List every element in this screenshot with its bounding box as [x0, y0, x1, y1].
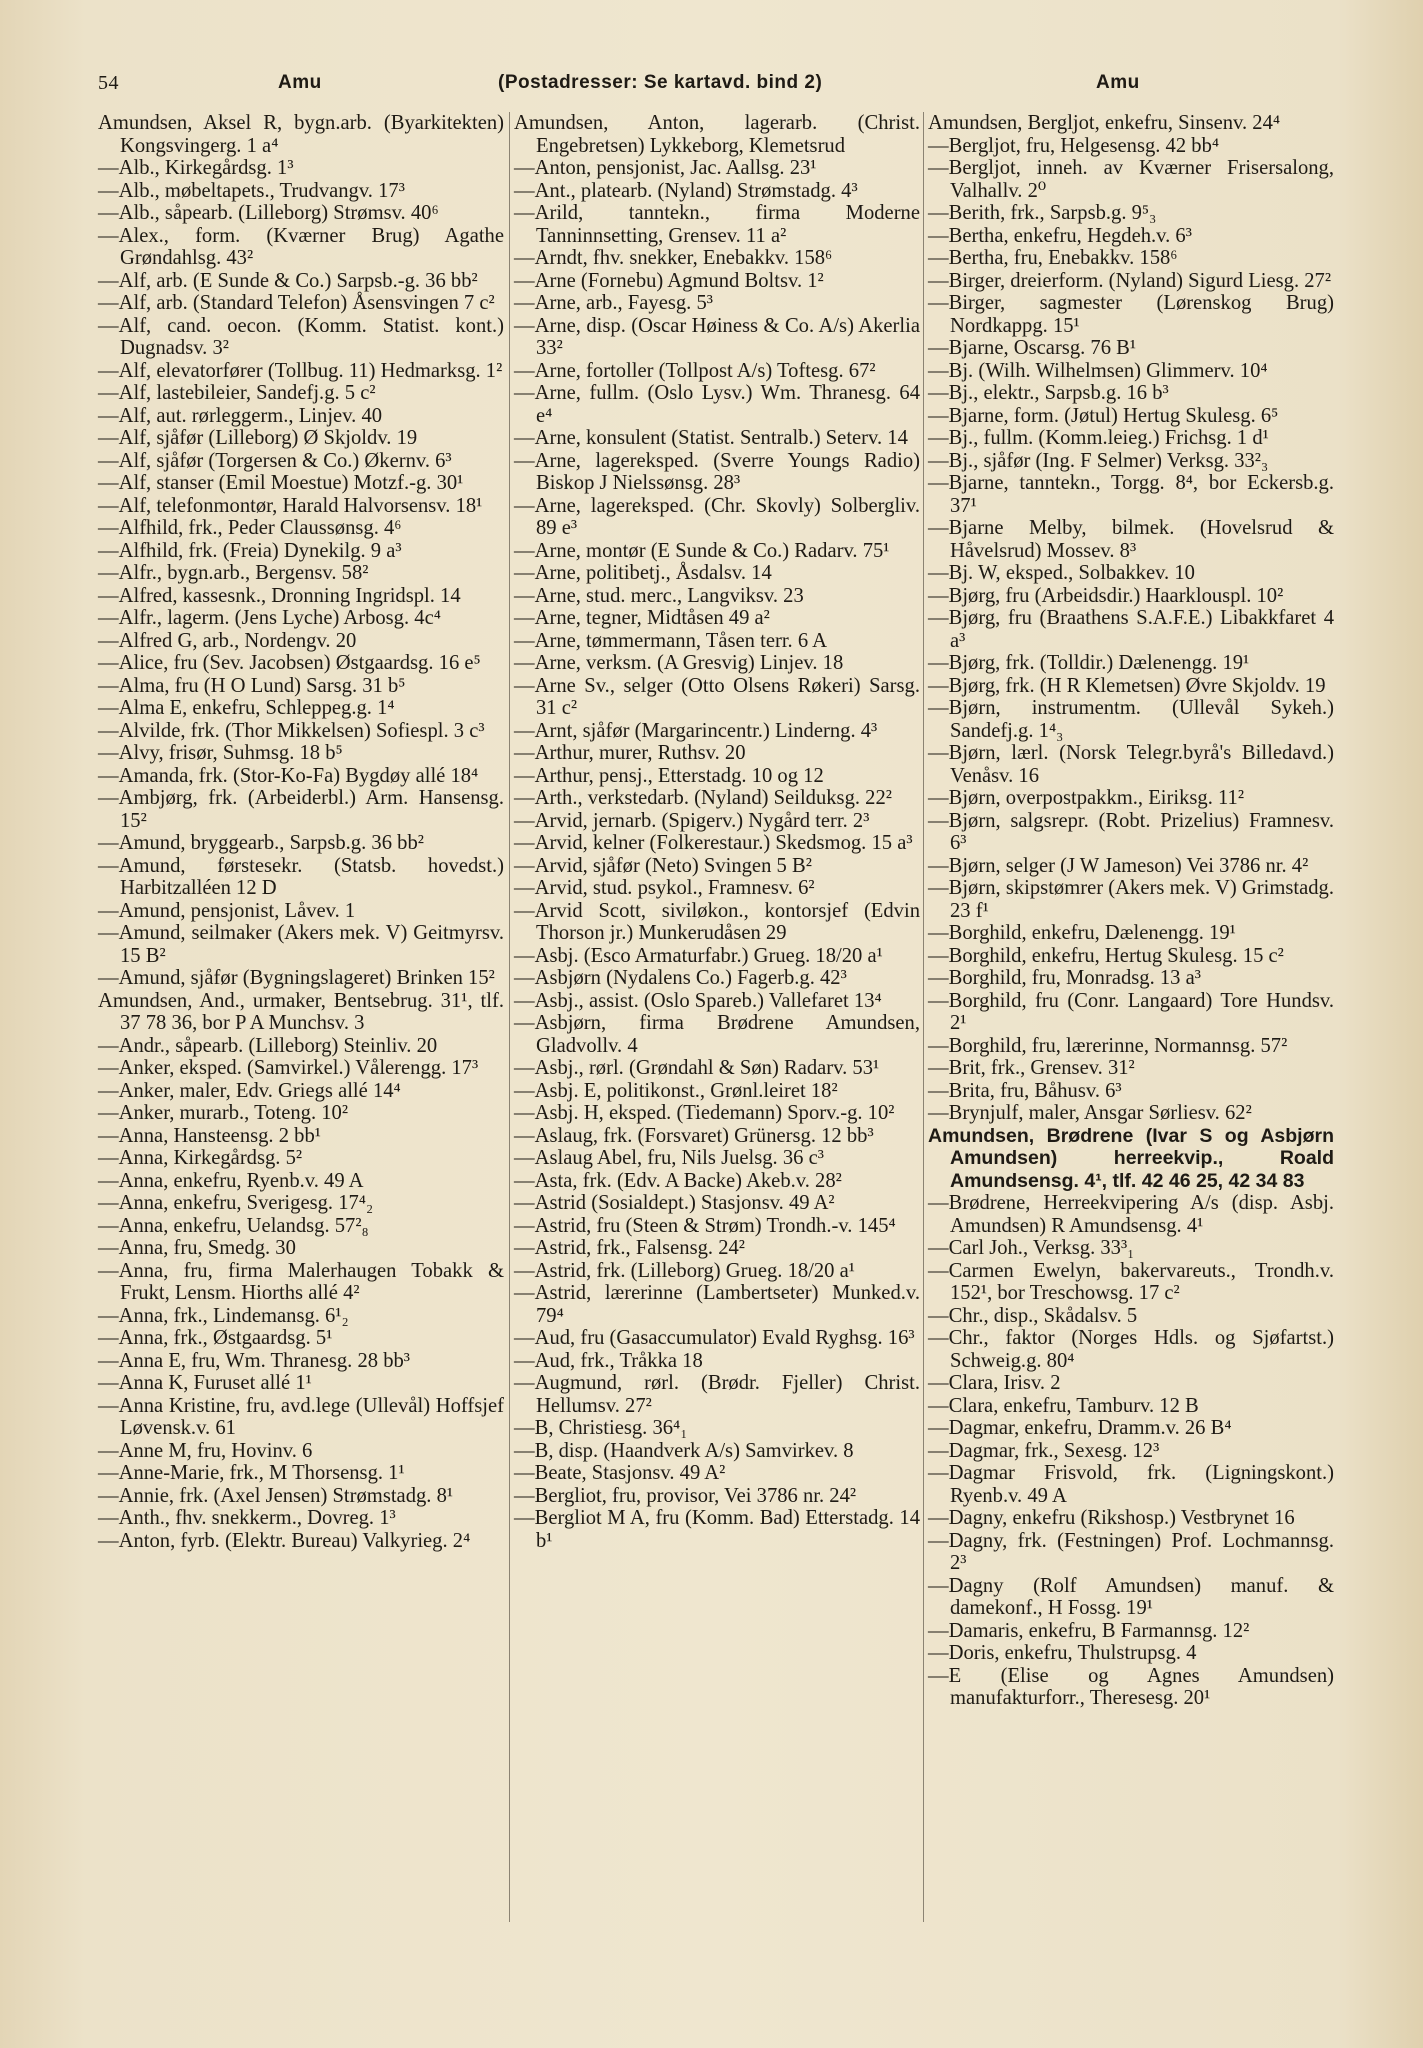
directory-entry: —Arne, montør (E Sunde & Co.) Radarv. 75¹ — [514, 539, 890, 562]
directory-entry: —Asta, frk. (Edv. A Backe) Akeb.v. 28² — [514, 1169, 842, 1192]
directory-entry: —Alf, lastebileier, Sandefj.g. 5 c² — [98, 382, 376, 404]
directory-entry: Amundsen, Aksel R, bygn.arb. (Byarkitekten) Kongsvingerg. 1 a⁴ — [98, 112, 504, 157]
directory-entry: —Arthur, pensj., Etterstadg. 10 og 12 — [514, 764, 824, 787]
directory-entry: —Bj. W, eksped., Solbakkev. 10 — [928, 562, 1195, 584]
directory-entry: —Bj. (Wilh. Wilhelmsen) Glimmerv. 10⁴ — [928, 359, 1268, 382]
directory-entry: —Alf, stanser (Emil Moestue) Motzf.-g. 30¹ — [98, 472, 464, 494]
directory-entry: —Alfr., lagerm. (Jens Lyche) Arbosg. 4c⁴ — [98, 607, 441, 629]
directory-entry: —Dagmar, enkefru, Dramm.v. 26 B⁴ — [928, 1417, 1232, 1439]
directory-entry: —Bj., fullm. (Komm.leieg.) Frichsg. 1 d¹ — [928, 427, 1269, 449]
directory-entry: —Anne M, fru, Hovinv. 6 — [98, 1439, 313, 1462]
directory-entry: —Astrid, lærerinne (Lambertseter) Munked.v. 79⁴ — [514, 1282, 920, 1327]
directory-entry: —Borghild, fru, Monradsg. 13 a³ — [928, 967, 1201, 989]
directory-entry: —Alfred, kassesnk., Dronning Ingridspl. 14 — [98, 584, 461, 607]
directory-entry: —Astrid, fru (Steen & Strøm) Trondh.-v. 145⁴ — [514, 1214, 896, 1237]
directory-entry: —Arne, arb., Fayesg. 5³ — [514, 292, 713, 314]
directory-entry: —Asbj. (Esco Armaturfabr.) Grueg. 18/20 a¹ — [514, 944, 883, 967]
directory-entry: —Arndt, fhv. snekker, Enebakkv. 158⁶ — [514, 247, 833, 269]
directory-entry: —Arne, fullm. (Oslo Lysv.) Wm. Thranesg. 64 e⁴ — [514, 382, 920, 427]
directory-entry: —Anna, frk., Østgaardsg. 5¹ — [98, 1327, 333, 1349]
directory-entry: —Alfr., bygn.arb., Bergensv. 58² — [98, 562, 369, 584]
directory-entry: —Brita, fru, Båhusv. 6³ — [928, 1079, 1122, 1102]
directory-entry: —Anna, enkefru, Ryenb.v. 49 A — [98, 1169, 364, 1192]
directory-entry: —Bjørn, instrumentm. (Ullevål Sykeh.) Sandefj.g. 1⁴₃ — [928, 697, 1334, 742]
directory-entry: —Alf, cand. oecon. (Komm. Statist. kont.) Dugnadsv. 3² — [98, 314, 504, 359]
directory-entry: —Anna, frk., Lindemansg. 6¹₂ — [98, 1304, 349, 1327]
directory-entry: —Chr., faktor (Norges Hdls. og Sjøfartst.) Schweig.g. 80⁴ — [928, 1327, 1334, 1372]
directory-entry: —Arvid, stud. psykol., Framnesv. 6² — [514, 877, 815, 899]
directory-entry: —Anna, enkefru, Sverigesg. 17⁴₂ — [98, 1192, 374, 1214]
directory-entry: —Alvy, frisør, Suhmsg. 18 b⁵ — [98, 742, 343, 764]
page-number: 54 — [98, 72, 119, 94]
directory-entry: —Aslaug Abel, fru, Nils Juelsg. 36 c³ — [514, 1147, 824, 1169]
directory-entry: —Borghild, fru (Conr. Langaard) Tore Hundsv. 2¹ — [928, 989, 1334, 1034]
directory-entry: —Anna, Kirkegårdsg. 5² — [98, 1147, 303, 1169]
directory-entry: —Arne, lagereksped. (Sverre Youngs Radio) Biskop J Nielssønsg. 28³ — [514, 449, 920, 494]
directory-entry: —Annie, frk. (Axel Jensen) Strømstadg. 8¹ — [98, 1484, 454, 1507]
directory-entry: —Ambjørg, frk. (Arbeiderbl.) Arm. Hansensg. 15² — [98, 787, 504, 832]
directory-entry: —Amund, pensjonist, Låvev. 1 — [98, 899, 356, 922]
directory-entry: —Arthur, murer, Ruthsv. 20 — [514, 742, 746, 764]
directory-entry: —Augmund, rørl. (Brødr. Fjeller) Christ. Hellumsv. 27² — [514, 1372, 920, 1417]
directory-entry: —Brit, frk., Grensev. 31² — [928, 1057, 1135, 1079]
directory-entry: —Bergljot, fru, Helgesensg. 42 bb⁴ — [928, 134, 1220, 157]
directory-entry: —Aslaug, frk. (Forsvaret) Grünersg. 12 bb³ — [514, 1124, 874, 1147]
directory-entry: —Anna Kristine, fru, avd.lege (Ullevål) Hoffsjef Løvensk.v. 61 — [98, 1394, 504, 1439]
directory-entry: —E (Elise og Agnes Amundsen) manufakturforr., Theresesg. 20¹ — [928, 1664, 1334, 1709]
directory-entry: —Bjørg, frk. (Tolldir.) Dælenengg. 19¹ — [928, 652, 1250, 674]
directory-entry: —Arne Sv., selger (Otto Olsens Røkeri) Sarsg. 31 c² — [514, 674, 920, 719]
directory-entry: —Brynjulf, maler, Ansgar Sørliesv. 62² — [928, 1102, 1252, 1124]
directory-entry: —B, disp. (Haandverk A/s) Samvirkev. 8 — [514, 1439, 854, 1462]
directory-column-1 — [98, 112, 504, 1552]
directory-entry: —Amund, sjåfør (Bygningslageret) Brinken 15² — [98, 967, 495, 989]
directory-entry: —Bj., sjåfør (Ing. F Selmer) Verksg. 33²₃ — [928, 449, 1269, 472]
directory-entry: —Alf, aut. rørleggerm., Linjev. 40 — [98, 404, 383, 427]
directory-entry: —Asbj. E, politikonst., Grønl.leiret 18² — [514, 1079, 838, 1102]
directory-entry: —Bjørg, fru (Arbeidsdir.) Haarklouspl. 10² — [928, 584, 1284, 607]
directory-entry: —Bjarne, Oscarsg. 76 B¹ — [928, 337, 1137, 359]
directory-entry: —Asbjørn, firma Brødrene Amundsen, Gladvollv. 4 — [514, 1012, 920, 1057]
directory-entry: —Brødrene, Herreekvipering A/s (disp. Asbj. Amundsen) R Amundsensg. 4¹ — [928, 1192, 1334, 1237]
directory-entry: —Aud, frk., Tråkka 18 — [514, 1349, 703, 1372]
directory-entry: —Astrid, frk., Falsensg. 24² — [514, 1237, 745, 1259]
column-divider — [509, 112, 510, 1922]
directory-entry: —Arne, fortoller (Tollpost A/s) Toftesg. 67² — [514, 359, 876, 382]
directory-entry: —Anna, fru, Smedg. 30 — [98, 1237, 296, 1259]
directory-entry: —Bjarne Melby, bilmek. (Hovelsrud & Håvelsrud) Mossev. 8³ — [928, 517, 1334, 562]
directory-entry: —Amanda, frk. (Stor-Ko-Fa) Bygdøy allé 18⁴ — [98, 764, 479, 787]
directory-entry: —Arvid Scott, siviløkon., kontorsjef (Edvin Thorson jr.) Munkerudåsen 29 — [514, 899, 920, 944]
directory-entry: —Anne-Marie, frk., M Thorsensg. 1¹ — [98, 1462, 405, 1484]
directory-entry: —Alf, sjåfør (Lilleborg) Ø Skjoldv. 19 — [98, 427, 418, 449]
directory-entry: —Dagny, enkefru (Rikshosp.) Vestbrynet 16 — [928, 1507, 1295, 1529]
directory-entry: —Bjørg, fru (Braathens S.A.F.E.) Libakkfaret 4 a³ — [928, 607, 1334, 652]
directory-entry: —Bjørn, salgsrepr. (Robt. Prizelius) Framnesv. 6³ — [928, 809, 1334, 854]
directory-entry: —Dagmar, frk., Sexesg. 12³ — [928, 1439, 1160, 1462]
column-divider — [923, 112, 924, 1922]
directory-entry: —Bjarne, form. (Jøtul) Hertug Skulesg. 6⁵ — [928, 404, 1279, 427]
running-header — [98, 72, 1338, 106]
directory-entry: —Arth., verkstedarb. (Nyland) Seilduksg. 22² — [514, 787, 892, 809]
directory-entry: —Alma, fru (H O Lund) Sarsg. 31 b⁵ — [98, 674, 406, 697]
directory-entry: —Arne, lagereksped. (Chr. Skovly) Solbergliv. 89 e³ — [514, 494, 920, 539]
directory-entry: —Arne, stud. merc., Langviksv. 23 — [514, 584, 804, 607]
directory-entry: —Asbj., rørl. (Grøndahl & Søn) Radarv. 53¹ — [514, 1057, 880, 1079]
directory-entry: —Asbj., assist. (Oslo Spareb.) Vallefaret 13⁴ — [514, 989, 882, 1012]
header-right-keyword: Amu — [1096, 72, 1140, 93]
directory-entry: —Chr., disp., Skådalsv. 5 — [928, 1304, 1138, 1327]
directory-entry: —B, Christiesg. 36⁴₁ — [514, 1417, 688, 1439]
directory-entry: —Anker, eksped. (Samvirkel.) Vålerengg. 17³ — [98, 1057, 479, 1079]
directory-entry: —Anna, enkefru, Uelandsg. 57²₈ — [98, 1214, 369, 1237]
directory-entry: —Anton, pensjonist, Jac. Aallsg. 23¹ — [514, 157, 817, 179]
directory-entry: —Arild, tanntekn., firma Moderne Tanninnsetting, Grensev. 11 a² — [514, 202, 920, 247]
directory-entry: —Bjørn, selger (J W Jameson) Vei 3786 nr. 4² — [928, 854, 1309, 877]
directory-entry: —Bjørg, frk. (H R Klemetsen) Øvre Skjoldv. 19 — [928, 674, 1326, 697]
directory-entry: —Alf, elevatorfører (Tollbug. 11) Hedmarksg. 1² — [98, 359, 503, 382]
directory-entry: —Alf, sjåfør (Torgersen & Co.) Økernv. 6³ — [98, 449, 452, 472]
directory-entry: —Arvid, sjåfør (Neto) Svingen 5 B² — [514, 854, 812, 877]
directory-entry: —Doris, enkefru, Thulstrupsg. 4 — [928, 1642, 1197, 1664]
directory-entry: —Arne, politibetj., Åsdalsv. 14 — [514, 562, 772, 584]
directory-entry: —Bergljot, inneh. av Kværner Frisersalong, Valhallv. 2⁰ — [928, 157, 1334, 202]
directory-entry: —Arne, konsulent (Statist. Sentralb.) Seterv. 14 — [514, 427, 908, 449]
directory-entry: —Arne (Fornebu) Agmund Boltsv. 1² — [514, 269, 824, 292]
directory-entry: —Asbjørn (Nydalens Co.) Fagerb.g. 42³ — [514, 967, 847, 989]
directory-entry: —Alfhild, frk. (Freia) Dynekilg. 9 a³ — [98, 539, 402, 562]
directory-entry: —Alvilde, frk. (Thor Mikkelsen) Sofiespl. 3 c³ — [98, 719, 485, 742]
directory-entry: —Beate, Stasjonsv. 49 A² — [514, 1462, 726, 1484]
header-left-keyword: Amu — [278, 72, 322, 93]
directory-entry: —Arvid, jernarb. (Spigerv.) Nygård terr. 2³ — [514, 809, 870, 832]
directory-entry: —Andr., såpearb. (Lilleborg) Steinliv. 20 — [98, 1034, 438, 1057]
directory-entry: —Alb., møbeltapets., Trudvangv. 17³ — [98, 179, 405, 202]
directory-entry: —Bergliot, fru, provisor, Vei 3786 nr. 24² — [514, 1484, 857, 1507]
directory-entry: —Astrid (Sosialdept.) Stasjonsv. 49 A² — [514, 1192, 835, 1214]
directory-entry: —Clara, enkefru, Tamburv. 12 B — [928, 1394, 1199, 1417]
directory-entry: —Dagmar Frisvold, frk. (Ligningskont.) Ryenb.v. 49 A — [928, 1462, 1334, 1507]
directory-entry: Amundsen, Anton, lagerarb. (Christ. Engebretsen) Lykkeborg, Klemetsrud — [514, 112, 920, 157]
directory-entry: —Carmen Ewelyn, bakervareuts., Trondh.v. 152¹, bor Treschowsg. 17 c² — [928, 1259, 1334, 1304]
directory-column-3 — [928, 112, 1334, 1710]
directory-entry: —Ant., platearb. (Nyland) Strømstadg. 4³ — [514, 179, 858, 202]
directory-entry: Amundsen, Brødrene (Ivar S og Asbjørn Amundsen) herreekvip., Roald Amundsensg. 4¹, tlf. 42 46 25, 42 34 83 — [928, 1124, 1334, 1192]
directory-entry: —Anna K, Furuset allé 1¹ — [98, 1372, 312, 1394]
directory-entry: —Clara, Irisv. 2 — [928, 1372, 1061, 1394]
directory-entry: —Damaris, enkefru, B Farmannsg. 12² — [928, 1619, 1250, 1642]
directory-entry: —Asbj. H, eksped. (Tiedemann) Sporv.-g. 10² — [514, 1102, 895, 1124]
directory-entry: —Amund, seilmaker (Akers mek. V) Geitmyrsv. 15 B² — [98, 922, 504, 967]
directory-entry: —Alfred G, arb., Nordengv. 20 — [98, 629, 357, 652]
directory-entry: —Amund, bryggearb., Sarpsb.g. 36 bb² — [98, 832, 424, 854]
directory-entry: —Birger, dreierform. (Nyland) Sigurd Liesg. 27² — [928, 269, 1332, 292]
directory-entry: —Anton, fyrb. (Elektr. Bureau) Valkyrieg. 2⁴ — [98, 1529, 471, 1552]
directory-entry: —Anna, Hansteensg. 2 bb¹ — [98, 1124, 321, 1147]
directory-entry: —Bjørn, skipstømrer (Akers mek. V) Grimstadg. 23 f¹ — [928, 877, 1334, 922]
directory-entry: —Arnt, sjåfør (Margarincentr.) Linderng. 4³ — [514, 719, 878, 742]
directory-entry: —Anna E, fru, Wm. Thranesg. 28 bb³ — [98, 1349, 410, 1372]
directory-entry: —Birger, sagmester (Lørenskog Brug) Nordkappg. 15¹ — [928, 292, 1334, 337]
directory-entry: —Alb., såpearb. (Lilleborg) Strømsv. 40⁶ — [98, 202, 439, 224]
directory-entry: —Bertha, enkefru, Hegdeh.v. 6³ — [928, 224, 1192, 247]
directory-entry: —Alfhild, frk., Peder Claussønsg. 4⁶ — [98, 517, 402, 539]
directory-entry: —Aud, fru (Gasaccumulator) Evald Ryghsg. 16³ — [514, 1327, 915, 1349]
directory-entry: —Arne, tømmermann, Tåsen terr. 6 A — [514, 629, 828, 652]
directory-entry: —Borghild, enkefru, Dælenengg. 19¹ — [928, 922, 1236, 944]
directory-entry: Amundsen, Bergljot, enkefru, Sinsenv. 24⁴ — [928, 112, 1281, 134]
directory-entry: —Alf, telefonmontør, Harald Halvorsensv. 18¹ — [98, 494, 483, 517]
directory-entry: —Amund, førstesekr. (Statsb. hovedst.) Harbitzalléen 12 D — [98, 854, 504, 899]
directory-entry: —Bjarne, tanntekn., Torgg. 8⁴, bor Eckersb.g. 37¹ — [928, 472, 1334, 517]
directory-entry: —Bertha, fru, Enebakkv. 158⁶ — [928, 247, 1178, 269]
directory-column-2 — [514, 112, 920, 1552]
directory-entry: —Anth., fhv. snekkerm., Dovreg. 1³ — [98, 1507, 396, 1529]
directory-entry: —Arne, disp. (Oscar Høiness & Co. A/s) Akerlia 33² — [514, 314, 920, 359]
header-center-note: (Postadresser: Se kartavd. bind 2) — [498, 72, 823, 93]
directory-entry: —Bjørn, lærl. (Norsk Telegr.byrå's Billedavd.) Venåsv. 16 — [928, 742, 1334, 787]
directory-entry: —Bergliot M A, fru (Komm. Bad) Etterstadg. 14 b¹ — [514, 1507, 920, 1552]
directory-entry: —Bj., elektr., Sarpsb.g. 16 b³ — [928, 382, 1169, 404]
directory-entry: —Borghild, enkefru, Hertug Skulesg. 15 c² — [928, 944, 1284, 967]
directory-entry: —Alex., form. (Kværner Brug) Agathe Grøndahlsg. 43² — [98, 224, 504, 269]
directory-entry: —Alb., Kirkegårdsg. 1³ — [98, 157, 294, 179]
directory-entry: —Arvid, kelner (Folkerestaur.) Skedsmog. 15 a³ — [514, 832, 913, 854]
directory-entry: —Borghild, fru, lærerinne, Normannsg. 57² — [928, 1034, 1288, 1057]
directory-entry: —Carl Joh., Verksg. 33³₁ — [928, 1237, 1135, 1259]
directory-entry: —Bjørn, overpostpakkm., Eiriksg. 11² — [928, 787, 1245, 809]
directory-entry: —Dagny (Rolf Amundsen) manuf. & damekonf., H Fossg. 19¹ — [928, 1574, 1334, 1619]
directory-entry: —Anna, fru, firma Malerhaugen Tobakk & Frukt, Lensm. Hiorths allé 4² — [98, 1259, 504, 1304]
directory-entry: —Arne, verksm. (A Gresvig) Linjev. 18 — [514, 652, 844, 674]
directory-entry: —Alice, fru (Sev. Jacobsen) Østgaardsg. 16 e⁵ — [98, 652, 481, 674]
directory-entry: —Berith, frk., Sarpsb.g. 9⁵₃ — [928, 202, 1157, 224]
directory-entry: —Alma E, enkefru, Schleppeg.g. 1⁴ — [98, 697, 395, 719]
directory-entry: —Anker, murarb., Toteng. 10² — [98, 1102, 349, 1124]
directory-entry: —Arne, tegner, Midtåsen 49 a² — [514, 607, 770, 629]
directory-entry: —Alf, arb. (E Sunde & Co.) Sarpsb.-g. 36 bb² — [98, 269, 478, 292]
directory-entry: Amundsen, And., urmaker, Bentsebrug. 31¹, tlf. 37 78 36, bor P A Munchsv. 3 — [98, 989, 504, 1034]
directory-entry: —Dagny, frk. (Festningen) Prof. Lochmannsg. 2³ — [928, 1529, 1334, 1574]
directory-entry: —Alf, arb. (Standard Telefon) Åsensvingen 7 c² — [98, 292, 495, 314]
directory-entry: —Anker, maler, Edv. Griegs allé 14⁴ — [98, 1079, 401, 1102]
directory-entry: —Astrid, frk. (Lilleborg) Grueg. 18/20 a¹ — [514, 1259, 855, 1282]
